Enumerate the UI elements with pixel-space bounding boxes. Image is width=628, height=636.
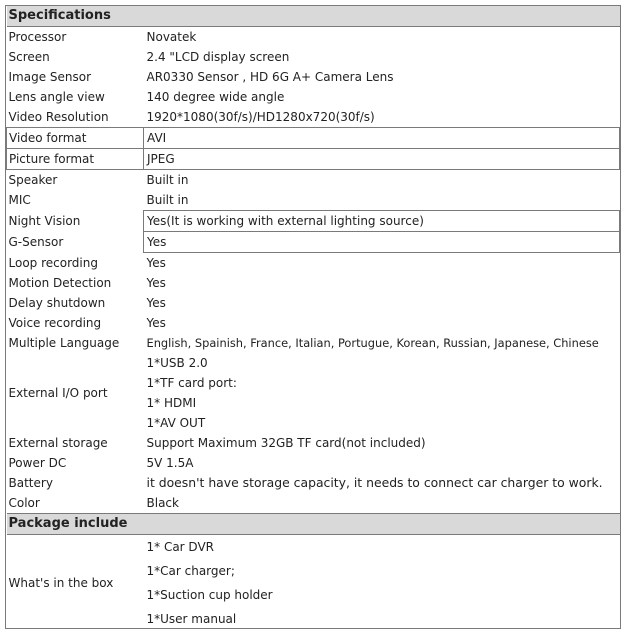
spec-key: Screen bbox=[8, 50, 50, 64]
spec-row-mic bbox=[7, 190, 620, 211]
spec-row-image-sensor bbox=[7, 67, 620, 87]
package-row-box bbox=[7, 535, 620, 632]
spec-key: MIC bbox=[8, 193, 31, 208]
section-specifications bbox=[7, 6, 620, 27]
spec-row-external-io bbox=[7, 353, 620, 433]
spec-value: 140 degree wide angle bbox=[146, 90, 285, 104]
io-item: 1* HDMI bbox=[146, 396, 197, 410]
spec-key: Battery bbox=[8, 476, 53, 490]
spec-value: 5V 1.5A bbox=[146, 456, 194, 470]
spec-key: Processor bbox=[8, 30, 67, 44]
spec-key: Video format bbox=[7, 128, 144, 149]
spec-key: Image Sensor bbox=[8, 70, 92, 84]
section-package bbox=[7, 514, 620, 535]
spec-value: JPEG bbox=[144, 149, 620, 170]
box-item: 1*User manual bbox=[146, 612, 237, 626]
spec-key: Lens angle view bbox=[8, 90, 105, 104]
spec-value: 1920*1080(30f/s)/HD1280x720(30f/s) bbox=[146, 110, 375, 124]
spec-row-power-dc bbox=[7, 453, 620, 473]
spec-key: Power DC bbox=[8, 456, 67, 470]
spec-key: Voice recording bbox=[8, 316, 102, 330]
spec-value: Yes bbox=[146, 276, 166, 290]
section-title: Package include bbox=[7, 514, 620, 535]
box-item: 1*Suction cup holder bbox=[146, 588, 273, 602]
spec-value-list bbox=[144, 353, 620, 433]
spec-row-multiple-language bbox=[7, 333, 620, 353]
io-item: 1*USB 2.0 bbox=[146, 356, 208, 370]
section-title: Specifications bbox=[7, 6, 620, 27]
spec-row-delay-shutdown bbox=[7, 293, 620, 313]
spec-value: Yes bbox=[146, 296, 166, 310]
spec-row-g-sensor bbox=[7, 232, 620, 253]
spec-value: Black bbox=[146, 496, 179, 510]
spec-value: Yes bbox=[146, 316, 166, 330]
spec-row-battery bbox=[7, 473, 620, 493]
spec-key: Night Vision bbox=[8, 214, 81, 228]
spec-row-external-storage bbox=[7, 433, 620, 453]
spec-key: Picture format bbox=[7, 149, 144, 170]
package-value-list bbox=[144, 535, 620, 632]
spec-key: Delay shutdown bbox=[8, 296, 106, 310]
spec-value: it doesn't have storage capacity, it needs to connect car charger to work. bbox=[146, 475, 603, 490]
spec-value: Yes bbox=[146, 256, 166, 270]
spec-key: External I/O port bbox=[8, 386, 108, 400]
spec-row-speaker bbox=[7, 170, 620, 191]
box-item: 1* Car DVR bbox=[146, 540, 215, 554]
spec-value: Built in bbox=[146, 173, 189, 187]
spec-row-processor bbox=[7, 27, 620, 48]
spec-value: Novatek bbox=[146, 30, 197, 44]
spec-key: Speaker bbox=[8, 173, 58, 187]
spec-key: Video Resolution bbox=[8, 110, 109, 124]
spec-value: English, Spainish, France, Italian, Portugue, Korean, Russian, Japanese, Chinese bbox=[146, 336, 599, 350]
spec-table bbox=[6, 6, 620, 631]
spec-row-video-resolution bbox=[7, 107, 620, 128]
spec-row-color bbox=[7, 493, 620, 514]
spec-row-motion-detection bbox=[7, 273, 620, 293]
io-item: 1*TF card port: bbox=[146, 376, 237, 390]
spec-key: Loop recording bbox=[8, 255, 98, 270]
spec-value: AVI bbox=[144, 128, 620, 149]
package-key: What's in the box bbox=[8, 576, 114, 590]
spec-sheet bbox=[5, 5, 621, 629]
spec-value: 2.4 "LCD display screen bbox=[146, 50, 290, 64]
spec-row-picture-format bbox=[7, 149, 620, 170]
spec-key: External storage bbox=[8, 436, 108, 450]
spec-key: Motion Detection bbox=[8, 276, 112, 290]
spec-row-loop-recording bbox=[7, 253, 620, 274]
spec-value: AR0330 Sensor , HD 6G A+ Camera Lens bbox=[146, 70, 394, 84]
spec-key: Multiple Language bbox=[8, 336, 120, 350]
spec-key: Color bbox=[8, 496, 40, 510]
spec-row-lens-angle bbox=[7, 87, 620, 107]
spec-key: G-Sensor bbox=[8, 235, 64, 249]
spec-row-video-format bbox=[7, 128, 620, 149]
spec-value: Support Maximum 32GB TF card(not included) bbox=[146, 436, 426, 450]
spec-row-voice-recording bbox=[7, 313, 620, 333]
box-item: 1*Car charger; bbox=[146, 564, 235, 578]
spec-value: Built in bbox=[146, 193, 189, 207]
io-item: 1*AV OUT bbox=[146, 416, 206, 430]
spec-row-night-vision bbox=[7, 211, 620, 232]
spec-value: Yes bbox=[144, 232, 620, 253]
spec-row-screen bbox=[7, 47, 620, 67]
spec-value: Yes(It is working with external lighting source) bbox=[144, 211, 620, 232]
